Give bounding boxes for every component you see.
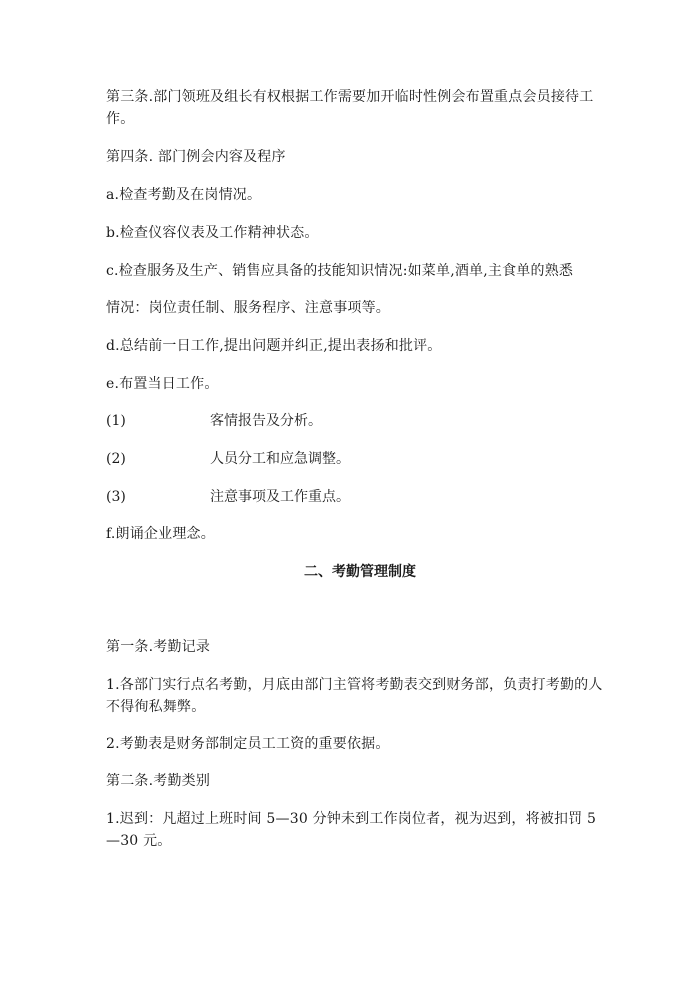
subitem-1-text: 客情报告及分析。: [210, 413, 322, 429]
subitem-3-number: (3): [106, 489, 126, 505]
subitem-2-number: (2): [106, 451, 126, 467]
item-f: f.朗诵企业理念。: [106, 526, 215, 542]
subitem-3-text: 注意事项及工作重点。: [210, 489, 350, 505]
article-4-heading: 第四条. 部门例会内容及程序: [106, 149, 286, 165]
item-b: b.检查仪容仪表及工作精神状态。: [106, 225, 319, 241]
attendance-paragraph-3: 1.迟到：凡超过上班时间 5—30 分钟未到工作岗位者，视为迟到，将被扣罚 5—30 元。: [106, 811, 597, 849]
item-e: e.布置当日工作。: [106, 376, 219, 392]
article-3-text: 第三条.部门领班及组长有权根据工作需要加开临时性例会布置重点会员接待工作。: [106, 89, 594, 127]
attendance-article-2-heading: 第二条.考勤类别: [106, 773, 211, 789]
item-c-line-1: c.检查服务及生产、销售应具备的技能知识情况:如菜单,酒单,主食单的熟悉: [106, 263, 574, 279]
item-a: a.检查考勤及在岗情况。: [106, 187, 262, 203]
subitem-2-text: 人员分工和应急调整。: [210, 451, 350, 467]
attendance-article-1-heading: 第一条.考勤记录: [106, 639, 211, 655]
attendance-paragraph-2: 2.考勤表是财务部制定员工工资的重要依据。: [106, 736, 390, 752]
section-heading-attendance: 二、考勤管理制度: [304, 564, 416, 580]
item-c-line-2: 情况：岗位责任制、服务程序、注意事项等。: [106, 300, 390, 316]
subitem-1-number: (1): [106, 413, 126, 429]
attendance-paragraph-1: 1.各部门实行点名考勤，月底由部门主管将考勤表交到财务部，负责打考勤的人不得徇私舞弊。: [106, 677, 603, 715]
item-d: d.总结前一日工作,提出问题并纠正,提出表扬和批评。: [106, 338, 442, 354]
